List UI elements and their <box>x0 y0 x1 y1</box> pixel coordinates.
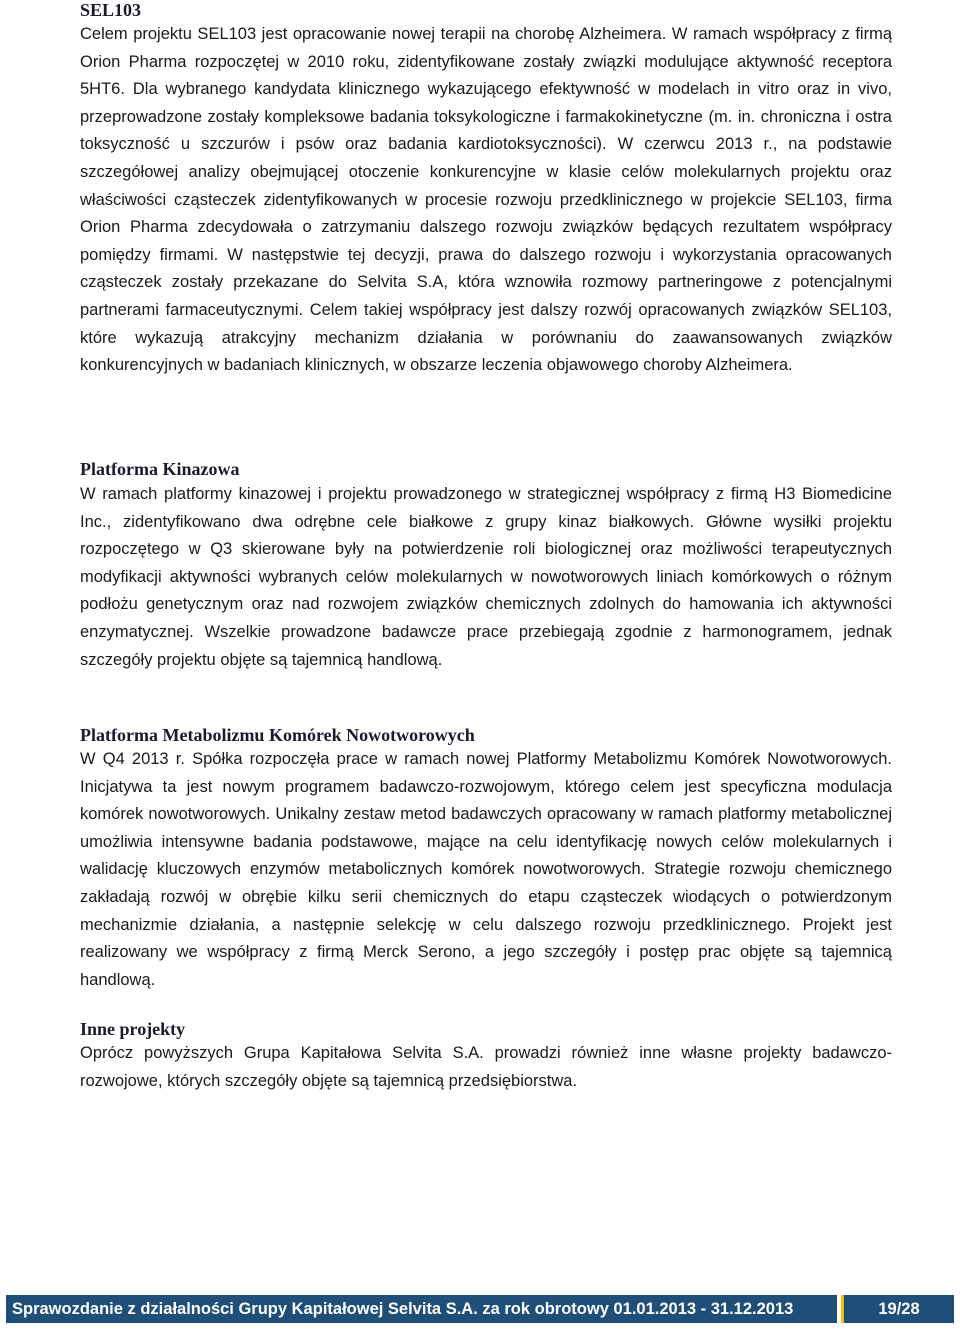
footer-report-title: Sprawozdanie z działalności Grupy Kapitałowej Selvita S.A. za rok obrotowy 01.01.2013 - 31.12.2013 <box>6 1295 837 1323</box>
section-heading-sel103: SEL103 <box>80 0 142 20</box>
section-heading-inne-projekty: Inne projekty <box>80 1019 186 1039</box>
footer-page-number: 19/28 <box>841 1295 954 1323</box>
section-paragraph-platforma-kinazowa: W ramach platformy kinazowej i projektu prowadzonego w strategicznej współpracy z firmą H3 Biomedicine Inc., zidentyfikowano dwa odrębne cele białkowe z grupy kinaz białkowych. Główne wysiłki projektu rozpoczętego w Q3 skierowane były na potwierdzenie roli biologicznej oraz możliwości terapeutycznych modyfikacji aktywności wybranych celów molekularnych w nowotworowych liniach komórkowych o różnym podłożu genetycznym oraz nad rozwojem związków chemicznych zdolnych do hamowania ich aktywności enzymatycznej. Wszelkie prowadzone badawcze prace przebiegają zgodnie z harmonogramem, jednak szczegóły projektu objęte są tajemnicą handlową. <box>80 485 892 669</box>
section-paragraph-inne-projekty: Oprócz powyższych Grupa Kapitałowa Selvita S.A. prowadzi również inne własne projekty badawczo-rozwojowe, których szczegóły objęte są tajemnicą przedsiębiorstwa. <box>80 1044 892 1090</box>
section-heading-platforma-metabolizmu: Platforma Metabolizmu Komórek Nowotworowych <box>80 725 475 745</box>
section-paragraph-platforma-metabolizmu: W Q4 2013 r. Spółka rozpoczęła prace w ramach nowej Platformy Metabolizmu Komórek Nowotworowych. Inicjatywa ta jest nowym programem badawczo-rozwojowym, którego celem jest specyficzna modulacja komórek nowotworowych. Unikalny zestaw metod badawczych opracowany w ramach platformy metabolicznej umożliwia intensywne badania podstawowe, mające na celu identyfikację nowych celów molekularnych i walidację kluczowych enzymów metabolicznych komórek nowotworowych. Strategie rozwoju chemicznego zakładają rozwój w obrębie kilku serii chemicznych do etapu cząsteczek wiodących o potwierdzonym mechanizmie działania, a następnie selekcję w celu dalszego rozwoju przedklinicznego. Projekt jest realizowany we współpracy z firmą Merck Serono, a jego szczegóły i postęp prac objęte są tajemnicą handlową. <box>80 750 892 989</box>
page-footer <box>6 1295 954 1323</box>
section-heading-platforma-kinazowa: Platforma Kinazowa <box>80 459 240 479</box>
section-paragraph-sel103: Celem projektu SEL103 jest opracowanie nowej terapii na chorobę Alzheimera. W ramach współpracy z firmą Orion Pharma rozpoczętej w 2010 roku, zidentyfikowane zostały związki modulujące aktywność receptora 5HT6. Dla wybranego kandydata klinicznego wykazującego efektywność w modelach in vitro oraz in vivo, przeprowadzone zostały kompleksowe badania toksykologiczne i farmakokinetyczne (m. in. chroniczna i ostra toksyczność u szczurów i psów oraz badania kardiotoksyczności). W czerwcu 2013 r., na podstawie szczegółowej analizy obejmującej otoczenie konkurencyjne w klasie celów molekularnych projektu oraz właściwości cząsteczek zidentyfikowanych w procesie rozwoju przedklinicznego w projekcie SEL103, firma Orion Pharma zdecydowała o zatrzymaniu dalszego rozwoju związków będących rezultatem współpracy pomiędzy firmami. W następstwie tej decyzji, prawa do dalszego rozwoju i wykorzystania opracowanych cząsteczek zostały przekazane do Selvita S.A, która wznowiła rozmowy partneringowe z potencjalnymi partnerami farmaceutycznymi. Celem takiej współpracy jest dalszy rozwój opracowanych związków SEL103, które wykazują atrakcyjny mechanizm działania w porównaniu do zaawansowanych związków konkurencyjnych w badaniach klinicznych, w obszarze leczenia objawowego choroby Alzheimera. <box>80 25 892 375</box>
